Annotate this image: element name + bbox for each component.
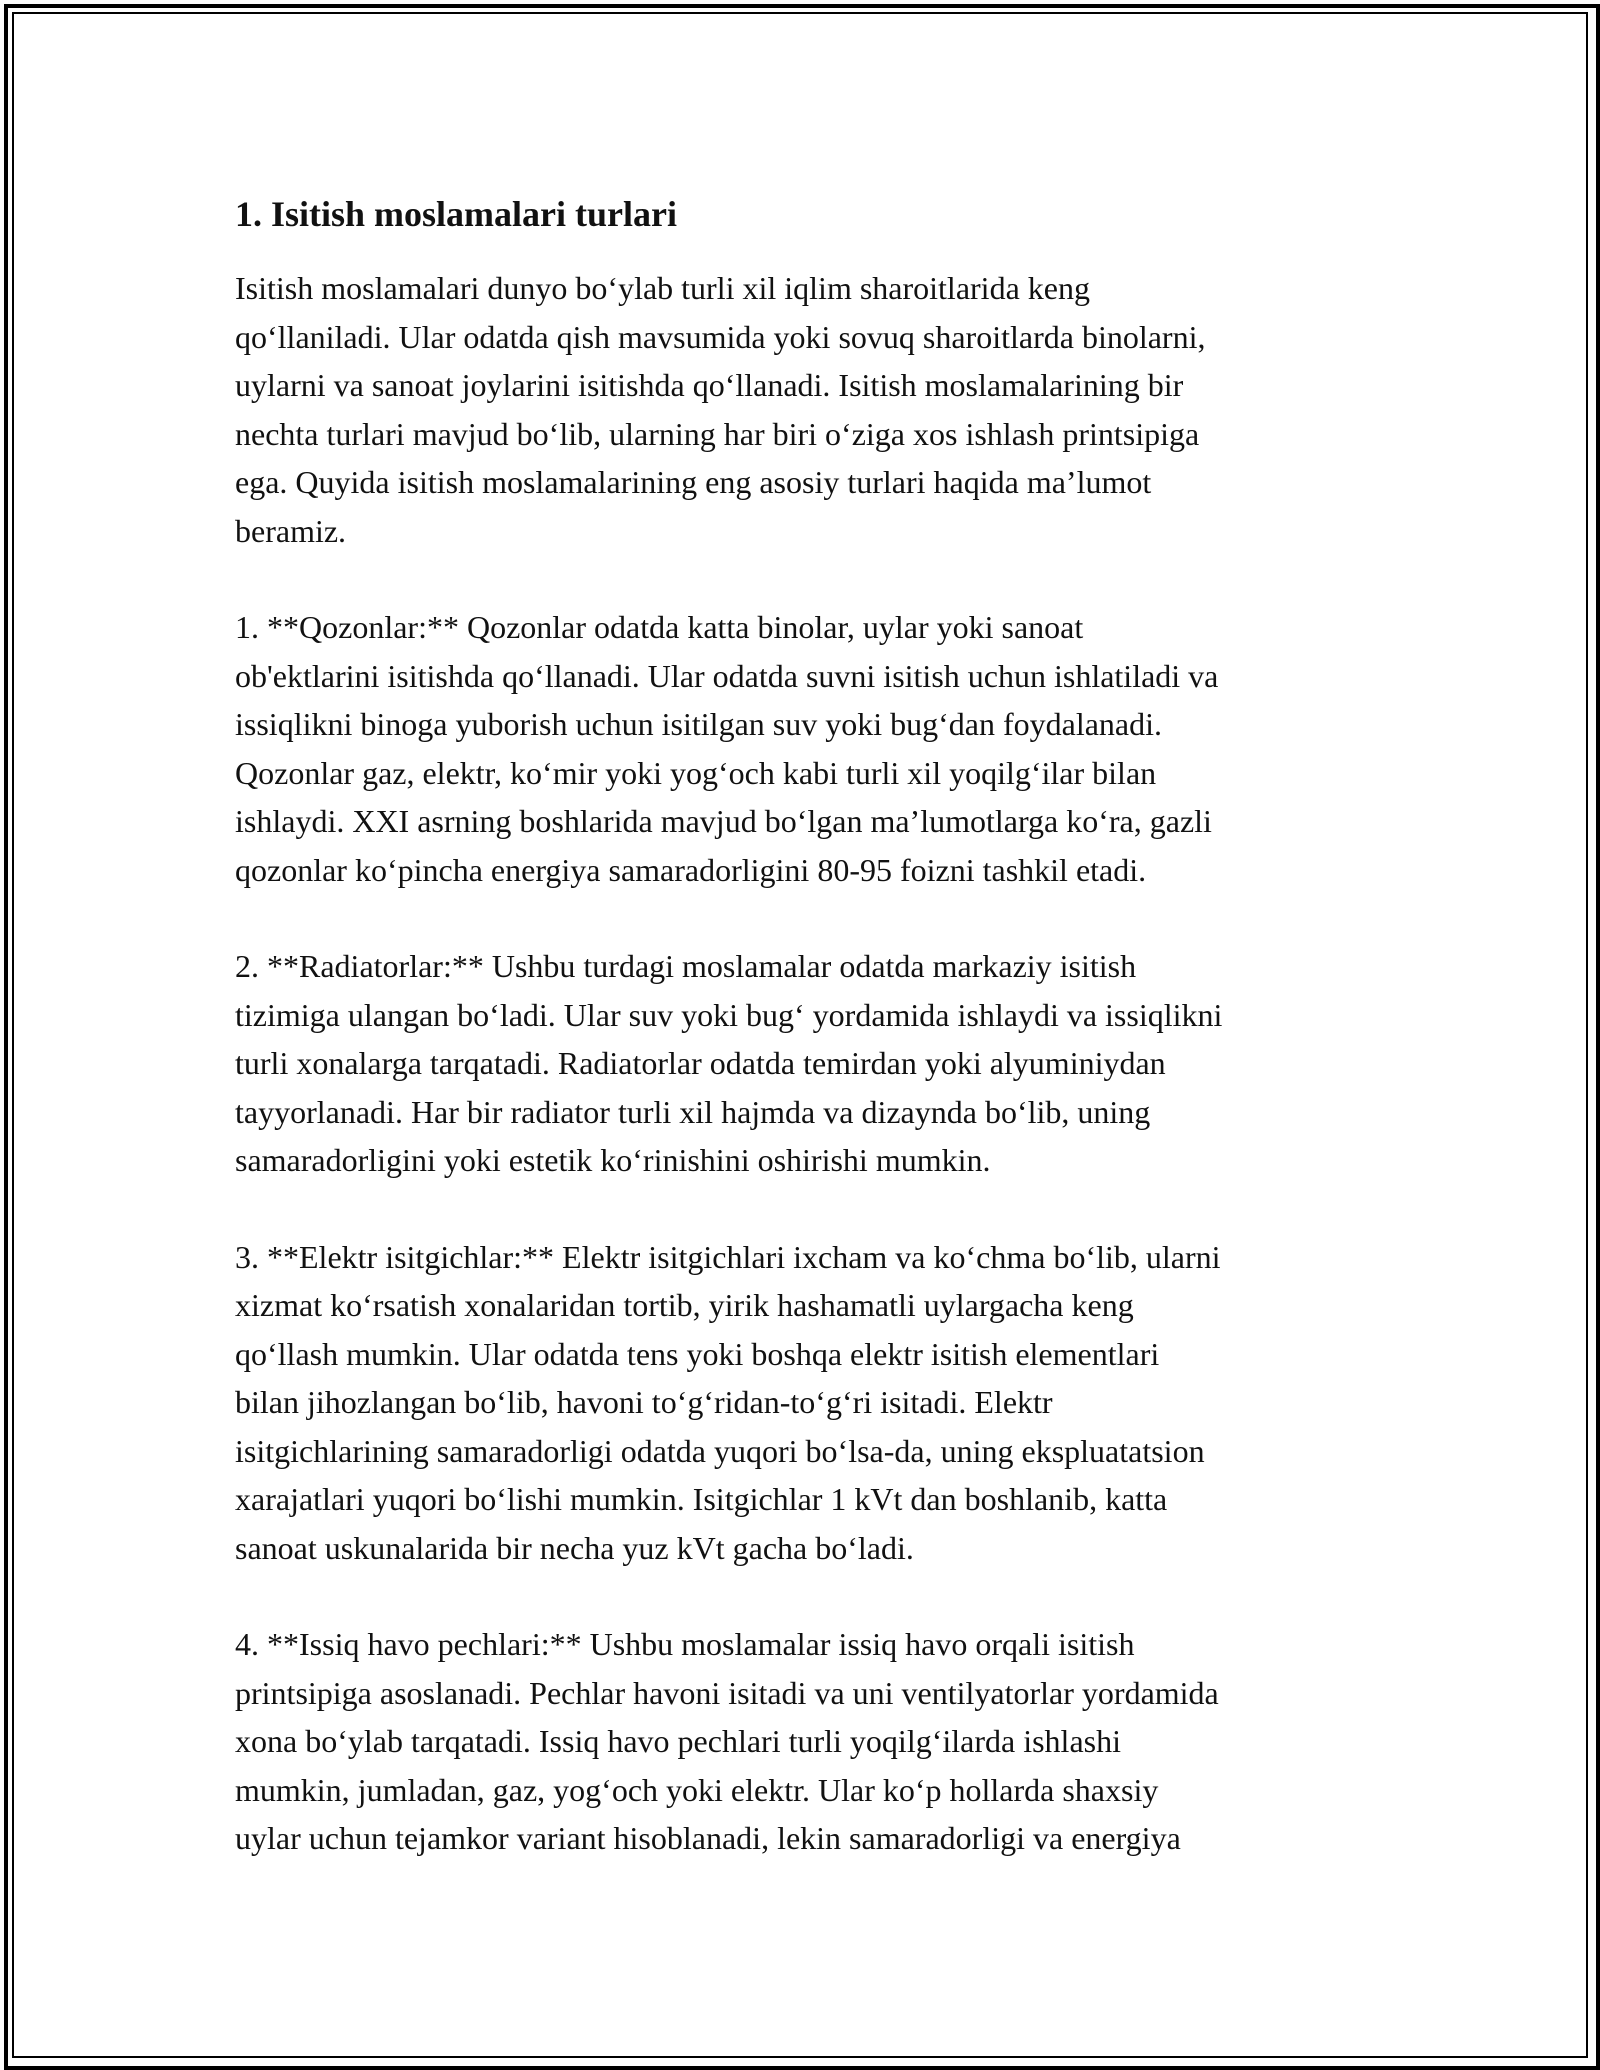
hot-air-furnaces-paragraph: 4. **Issiq havo pechlari:** Ushbu moslamalar issiq havo orqali isitish printsipiga asoslanadi. Pechlar havoni isitadi va uni ventilyatorlar yordamida xona bo‘ylab tarqatadi. Issiq havo pechlari turli yoqilg‘ilarda ishlashi mumkin, jumladan, gaz, yog‘och yoki elektr. Ular ko‘p hollarda shaxsiy uylar uchun tejamkor variant hisoblanadi, lekin samaradorligi va energiya <box>235 1626 1219 1856</box>
intro-paragraph: Isitish moslamalari dunyo bo‘ylab turli xil iqlim sharoitlarida keng qo‘llaniladi. Ular odatda qish mavsumida yoki sovuq sharoitlarda binolarni, uylarni va sanoat joylarini isitishda qo‘llanadi. Isitish moslamalarining bir nechta turlari mavjud bo‘lib, ularning har biri o‘ziga xos ishlash printsipiga ega. Quyida isitish moslamalarining eng asosiy turlari haqida ma’lumot beramiz. <box>235 270 1206 549</box>
section-heading: 1. Isitish moslamalari turlari <box>235 194 677 234</box>
document-body <box>235 186 1380 1911</box>
radiators-paragraph: 2. **Radiatorlar:** Ushbu turdagi moslamalar odatda markaziy isitish tizimiga ulangan bo‘ladi. Ular suv yoki bug‘ yordamida ishlaydi va issiqlikni turli xonalarga tarqatadi. Radiatorlar odatda temirdan yoki alyuminiydan tayyorlanadi. Har bir radiator turli xil hajmda va dizaynda bo‘lib, uning samaradorligini yoki estetik ko‘rinishini oshirishi mumkin. <box>235 948 1223 1178</box>
boilers-paragraph: 1. **Qozonlar:** Qozonlar odatda katta binolar, uylar yoki sanoat ob'ektlarini isitishda qo‘llanadi. Ular odatda suvni isitish uchun ishlatiladi va issiqlikni binoga yuborish uchun isitilgan suv yoki bug‘dan foydalanadi. Qozonlar gaz, elektr, ko‘mir yoki yog‘och kabi turli xil yoqilg‘ilar bilan ishlaydi. XXI asrning boshlarida mavjud bo‘lgan ma’lumotlarga ko‘ra, gazli qozonlar ko‘pincha energiya samaradorligini 80-95 foizni tashkil etadi. <box>235 609 1219 888</box>
electric-heaters-paragraph: 3. **Elektr isitgichlar:** Elektr isitgichlari ixcham va ko‘chma bo‘lib, ularni xizmat ko‘rsatish xonalaridan tortib, yirik hashamatli uylargacha keng qo‘llash mumkin. Ular odatda tens yoki boshqa elektr isitish elementlari bilan jihozlangan bo‘lib, havoni to‘g‘ridan-to‘g‘ri isitadi. Elektr isitgichlarining samaradorligi odatda yuqori bo‘lsa-da, uning ekspluatatsion xarajatlari yuqori bo‘lishi mumkin. Isitgichlar 1 kVt dan boshlanib, katta sanoat uskunalarida bir necha yuz kVt gacha bo‘ladi. <box>235 1238 1221 1566</box>
